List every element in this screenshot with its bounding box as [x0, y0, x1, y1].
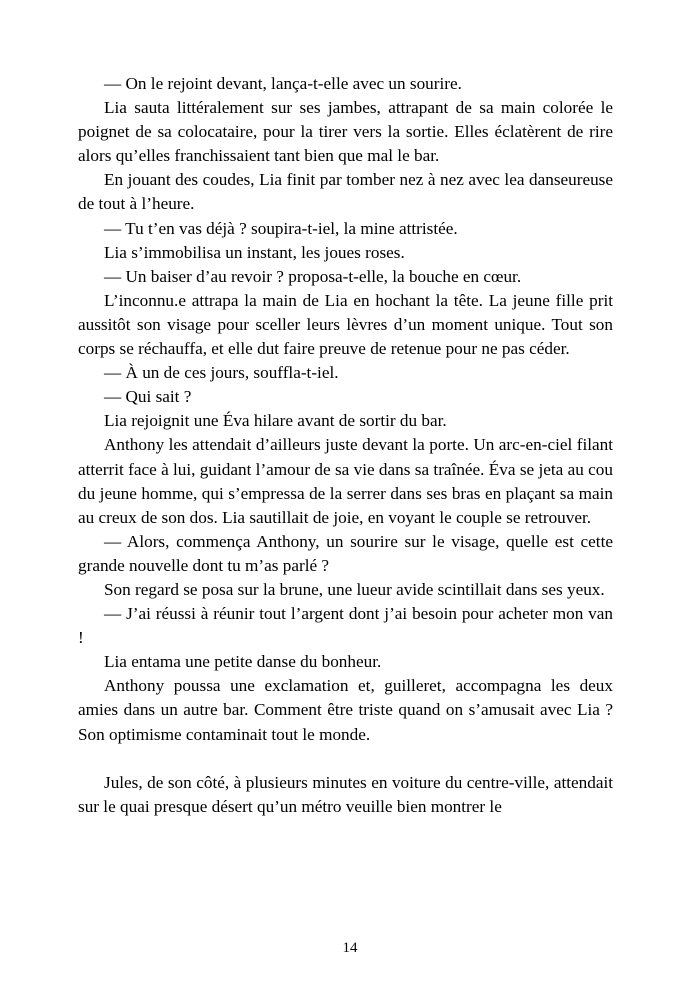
paragraph-13: Son regard se posa sur la brune, une lueur avide scintillait dans ses yeux.: [104, 579, 605, 599]
paragraph-10: Lia rejoignit une Éva hilare avant de sortir du bar.: [104, 411, 447, 431]
paragraph-5: Lia s’immobilisa un instant, les joues roses.: [104, 242, 405, 262]
paragraph-15: Lia entama une petite danse du bonheur.: [104, 652, 382, 672]
paragraph-16: Anthony poussa une exclamation et, guilleret, accompagna les deux amies dans un autre bar. Comment être triste quand on s’amusait avec Lia ? Son optimisme contaminait tout le monde.: [78, 676, 613, 744]
paragraph-17: Jules, de son côté, à plusieurs minutes en voiture du centre-ville, attendait sur le quai presque désert qu’un métro veuille bien montrer le: [78, 772, 613, 816]
paragraph-7: L’inconnu.e attrapa la main de Lia en hochant la tête. La jeune fille prit aussitôt son visage pour sceller leurs lèvres d’un moment unique. Tout son corps se réchauffa, et elle dut faire preuve de retenue pour ne pas céder.: [78, 290, 613, 359]
paragraph-14: — J’ai réussi à réunir tout l’argent dont j’ai besoin pour acheter mon van !: [78, 604, 613, 648]
paragraph-11: Anthony les attendait d’ailleurs juste devant la porte. Un arc-en-ciel filant atterrit face à lui, guidant l’amour de sa vie dans sa traînée. Éva se jeta au cou du jeune homme, qui s’empressa de la serrer dans ses bras en plaçant sa main au creux de son dos. Lia sautillait de joie, en voyant le couple se retrouver.: [78, 435, 613, 527]
paragraph-2: Lia sauta littéralement sur ses jambes, attrapant de sa main colorée le poignet de sa colocataire, pour la tirer vers la sortie. Elles éclatèrent de rire alors qu’elles franchissaient tant bien que mal le bar.: [78, 98, 613, 166]
paragraph-4: — Tu t’en vas déjà ? soupira-t-iel, la mine attristée.: [104, 218, 458, 238]
body-text: [78, 72, 613, 819]
paragraph-8: — À un de ces jours, souffla-t-iel.: [104, 363, 339, 383]
paragraph-1: — On le rejoint devant, lança-t-elle avec un sourire.: [104, 74, 462, 93]
paragraph-12: — Alors, commença Anthony, un sourire sur le visage, quelle est cette grande nouvelle dont tu m’as parlé ?: [78, 531, 613, 575]
paragraph-3: En jouant des coudes, Lia finit par tomber nez à nez avec lea danseureuse de tout à l’heure.: [78, 170, 613, 214]
paragraph-6: — Un baiser d’au revoir ? proposa-t-elle, la bouche en cœur.: [104, 266, 522, 286]
page-number: 14: [342, 940, 358, 956]
paragraph-9: — Qui sait ?: [104, 387, 192, 407]
